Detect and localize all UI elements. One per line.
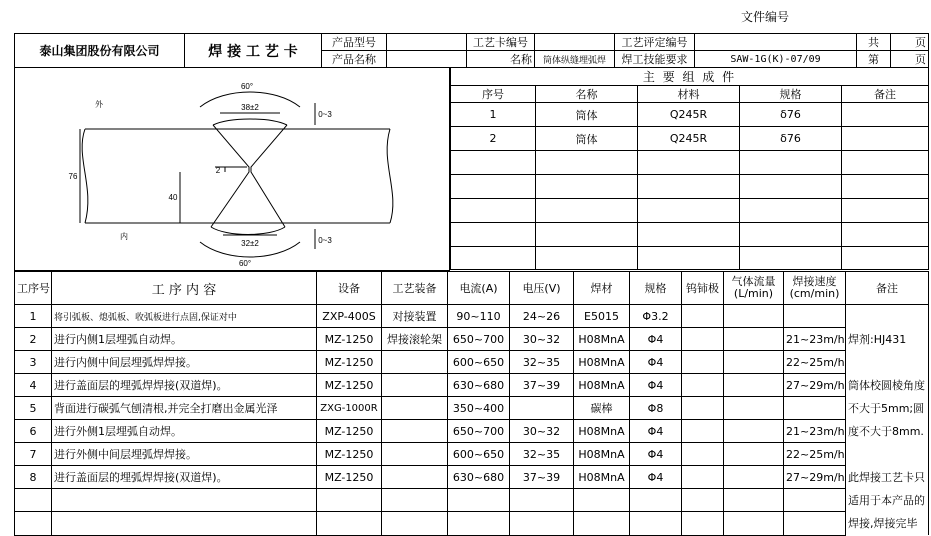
skill-req-value: SAW-1G(K)-07/09: [695, 51, 857, 68]
name-value: 筒体纵缝埋弧焊: [535, 51, 615, 68]
cell: δ76: [740, 127, 842, 151]
cell: [842, 103, 929, 127]
table-row: [15, 443, 929, 466]
cell: 90~110: [448, 305, 510, 328]
table-row: [451, 151, 929, 175]
parts-col-name: 名称: [536, 86, 638, 103]
process-card-no-label: 工艺卡编号: [467, 34, 535, 51]
cell: [724, 351, 784, 374]
cell: Φ8: [630, 397, 682, 420]
card-header: [14, 33, 928, 67]
cell: 24~26: [510, 305, 574, 328]
cell: 6: [15, 420, 52, 443]
cell: 进行外侧中间层埋弧焊焊接。: [52, 443, 317, 466]
table-row: [451, 247, 929, 270]
groove-diagram: [15, 67, 451, 271]
cell: Q245R: [638, 127, 740, 151]
product-name-label: 产品名称: [322, 51, 387, 68]
cell: 碳棒: [574, 397, 630, 420]
col-consumable: 焊材: [574, 272, 630, 305]
cell: Φ4: [630, 443, 682, 466]
thickness-label: 76: [68, 172, 78, 181]
cell: 背面进行碳弧气刨清根,并完全打磨出金属光泽: [52, 397, 317, 420]
file-number-label: 文件编号: [740, 10, 789, 24]
table-row: [451, 223, 929, 247]
cell: 对接装置: [382, 305, 448, 328]
col-content: 工 序 内 容: [52, 272, 317, 305]
cell: Φ4: [630, 351, 682, 374]
cell: MZ-1250: [317, 351, 382, 374]
cell: 8: [15, 466, 52, 489]
table-row: [451, 103, 929, 127]
cell: δ76: [740, 103, 842, 127]
bottom-width-label: 32±2: [241, 239, 259, 248]
cell: 进行外侧1层埋弧自动焊。: [52, 420, 317, 443]
remark-flux: 焊剂:HJ431: [848, 333, 907, 346]
col-remark: 备注: [846, 272, 929, 305]
cell: 650~700: [448, 420, 510, 443]
cell: Φ4: [630, 374, 682, 397]
cell: 22~25m/h: [784, 443, 846, 466]
process-card-no-value[interactable]: [535, 34, 615, 51]
table-row: [15, 328, 929, 351]
col-speed: 焊接速度(cm/min): [784, 272, 846, 305]
cell: 600~650: [448, 351, 510, 374]
cell: 进行内侧1层埋弧自动焊。: [52, 328, 317, 351]
cell: 7: [15, 443, 52, 466]
cell: [682, 328, 724, 351]
cell: 30~32: [510, 420, 574, 443]
cell: MZ-1250: [317, 374, 382, 397]
cell: 1: [451, 103, 536, 127]
cell: [724, 397, 784, 420]
col-equipment: 设备: [317, 272, 382, 305]
components-table: [450, 67, 928, 271]
col-gas-flow: 气体流量(L/min): [724, 272, 784, 305]
cell: [382, 420, 448, 443]
cell: 进行盖面层的埋弧焊焊接(双道焊)。: [52, 374, 317, 397]
cell: [724, 305, 784, 328]
cell: 37~39: [510, 374, 574, 397]
page-no-label: 第: [857, 51, 891, 68]
cell: 30~32: [510, 328, 574, 351]
inner-side-label: 内: [120, 232, 128, 241]
cell: [724, 466, 784, 489]
total-pages-label: 共: [857, 34, 891, 51]
col-step-no: 工序号: [15, 272, 52, 305]
col-electrode: 钨铈极: [682, 272, 724, 305]
cell: H08MnA: [574, 466, 630, 489]
cell: 32~35: [510, 351, 574, 374]
cell: MZ-1250: [317, 420, 382, 443]
cell: MZ-1250: [317, 328, 382, 351]
parts-col-remark: 备注: [842, 86, 929, 103]
cell: 将引弧板、熄弧板、收弧板进行点固,保证对中: [52, 305, 317, 328]
cell: [682, 374, 724, 397]
cell: [724, 374, 784, 397]
depth-label: 40: [168, 193, 178, 202]
parts-col-spec: 规格: [740, 86, 842, 103]
remark-scope: 此焊接工艺卡只适用于本产品的焊接,焊接完毕: [848, 471, 925, 530]
cell: H08MnA: [574, 328, 630, 351]
table-row: [451, 175, 929, 199]
cell: 焊接滚轮架: [382, 328, 448, 351]
top-angle-label: 60°: [240, 82, 254, 91]
product-model-value[interactable]: [387, 34, 467, 51]
outer-side-label: 外: [95, 100, 103, 109]
remark-tolerance: 筒体校圆棱角度不大于5mm;圆度不大于8mm.: [848, 379, 925, 438]
cell: 37~39: [510, 466, 574, 489]
table-row: [451, 199, 929, 223]
cell: [682, 466, 724, 489]
total-pages-unit: 页: [891, 34, 929, 51]
cell: 21~23m/h: [784, 328, 846, 351]
table-row: [451, 127, 929, 151]
skill-req-label: 焊工技能要求: [615, 51, 695, 68]
cell: [682, 351, 724, 374]
cell: [682, 397, 724, 420]
company-name: 泰山集团股份有限公司: [15, 34, 185, 68]
pqr-no-value[interactable]: [695, 34, 857, 51]
weld-joint-drawing: [14, 67, 450, 271]
cell: [382, 443, 448, 466]
cell: ZXP-400S: [317, 305, 382, 328]
cell: H08MnA: [574, 420, 630, 443]
cell: [842, 127, 929, 151]
pqr-no-label: 工艺评定编号: [615, 34, 695, 51]
cell: 630~680: [448, 374, 510, 397]
steps-header-row: [15, 272, 929, 305]
cell: Φ4: [630, 420, 682, 443]
table-row: [15, 420, 929, 443]
cell: MZ-1250: [317, 443, 382, 466]
cell: [682, 443, 724, 466]
cell: 650~700: [448, 328, 510, 351]
cell: [382, 397, 448, 420]
root-gap-label: 2: [215, 166, 221, 175]
table-row: [15, 351, 929, 374]
remarks-cell: [846, 305, 929, 536]
top-width-label: 38±2: [241, 103, 259, 112]
cell: 3: [15, 351, 52, 374]
cell: 筒体: [536, 103, 638, 127]
cell: H08MnA: [574, 443, 630, 466]
parts-col-no: 序号: [451, 86, 536, 103]
cell: 350~400: [448, 397, 510, 420]
cell: [382, 374, 448, 397]
cell: 27~29m/h: [784, 374, 846, 397]
cell: 进行盖面层的埋弧焊焊接(双道焊)。: [52, 466, 317, 489]
cell: [724, 443, 784, 466]
card-title: 焊 接 工 艺 卡: [185, 34, 322, 68]
cell: H08MnA: [574, 374, 630, 397]
process-steps-table: [14, 271, 928, 536]
cell: 600~650: [448, 443, 510, 466]
table-row: [15, 397, 929, 420]
cell: [682, 420, 724, 443]
product-model-label: 产品型号: [322, 34, 387, 51]
cell: MZ-1250: [317, 466, 382, 489]
cell: 22~25m/h: [784, 351, 846, 374]
bottom-reinforce-label: 0~3: [318, 236, 332, 245]
cell: E5015: [574, 305, 630, 328]
cell: H08MnA: [574, 351, 630, 374]
cell: Φ4: [630, 328, 682, 351]
table-row: [15, 374, 929, 397]
table-row: [15, 512, 929, 535]
cell: 27~29m/h: [784, 466, 846, 489]
components-title: 主 要 组 成 件: [451, 68, 929, 86]
cell: [510, 397, 574, 420]
top-reinforce-label: 0~3: [318, 110, 332, 119]
table-row: [15, 466, 929, 489]
cell: 进行内侧中间层埋弧焊焊接。: [52, 351, 317, 374]
cell: Q245R: [638, 103, 740, 127]
cell: ZXG-1000R: [317, 397, 382, 420]
product-name-value[interactable]: [387, 51, 467, 68]
cell: [382, 351, 448, 374]
cell: [784, 305, 846, 328]
cell: Φ3.2: [630, 305, 682, 328]
cell: Φ4: [630, 466, 682, 489]
cell: 2: [15, 328, 52, 351]
cell: [724, 420, 784, 443]
page-no-unit: 页: [891, 51, 929, 68]
col-current: 电流(A): [448, 272, 510, 305]
cell: 4: [15, 374, 52, 397]
parts-col-material: 材料: [638, 86, 740, 103]
name-label: 名称: [467, 51, 535, 68]
cell: [682, 305, 724, 328]
col-fixture: 工艺装备: [382, 272, 448, 305]
cell: 筒体: [536, 127, 638, 151]
table-row: [15, 305, 929, 328]
col-voltage: 电压(V): [510, 272, 574, 305]
cell: 5: [15, 397, 52, 420]
cell: [784, 397, 846, 420]
cell: 1: [15, 305, 52, 328]
cell: 32~35: [510, 443, 574, 466]
cell: 21~23m/h: [784, 420, 846, 443]
bottom-angle-label: 60°: [238, 259, 252, 268]
cell: [724, 328, 784, 351]
cell: [382, 466, 448, 489]
table-row: [15, 489, 929, 512]
col-spec: 规格: [630, 272, 682, 305]
cell: 2: [451, 127, 536, 151]
cell: 630~680: [448, 466, 510, 489]
